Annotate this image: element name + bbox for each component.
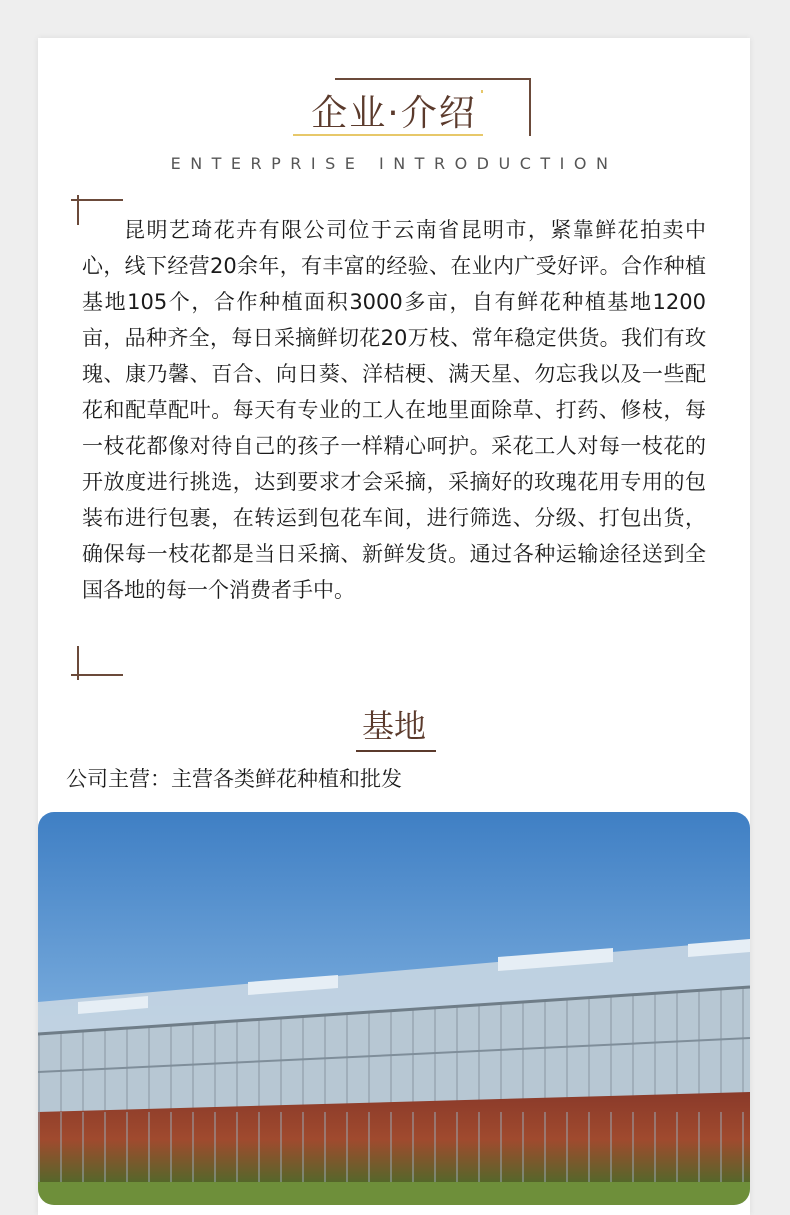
corner-decoration-bottom — [71, 646, 123, 680]
business-scope-text: 公司主营：主营各类鲜花种植和批发 — [66, 767, 402, 791]
base-title-underline — [356, 750, 436, 752]
title-dot: · — [387, 93, 401, 134]
intro-paragraph: 昆明艺琦花卉有限公司位于云南省昆明市，紧靠鲜花拍卖中心，线下经营20余年，有丰富的经验、在业内广受好评。合作种植基地105个，合作种植面积3000多亩，自有鲜花种植基地1200亩，品种齐全，每日采摘鲜切花20万枝、常年稳定供货。我们有玫瑰、康乃馨、百合、向日葵、洋桔梗、满天星、勿忘我以及一些配花和配草配叶。每天有专业的工人在地里面除草、打药、修枝，每一枝花都像对待自己的孩子一样精心呵护。采花工人对每一枝花的开放度进行挑选，达到要求才会采摘，采摘好的玫瑰花用专用的包装布进行包裹，在转运到包花车间，进行筛选、分级、打包出货，确保每一枝花都是当日采摘、新鲜发货。通过各种运输途径送到全国各地的每一个消费者手中。 — [82, 218, 706, 602]
page-subtitle: ENTERPRISE INTRODUCTION — [170, 154, 618, 173]
title-right: 介绍 — [400, 93, 477, 134]
title-left: 企业 — [311, 93, 388, 134]
content-card — [38, 38, 750, 1215]
base-section-title: 基地 — [361, 707, 426, 745]
greenhouse-photo — [38, 812, 750, 1205]
page-title — [38, 94, 750, 134]
